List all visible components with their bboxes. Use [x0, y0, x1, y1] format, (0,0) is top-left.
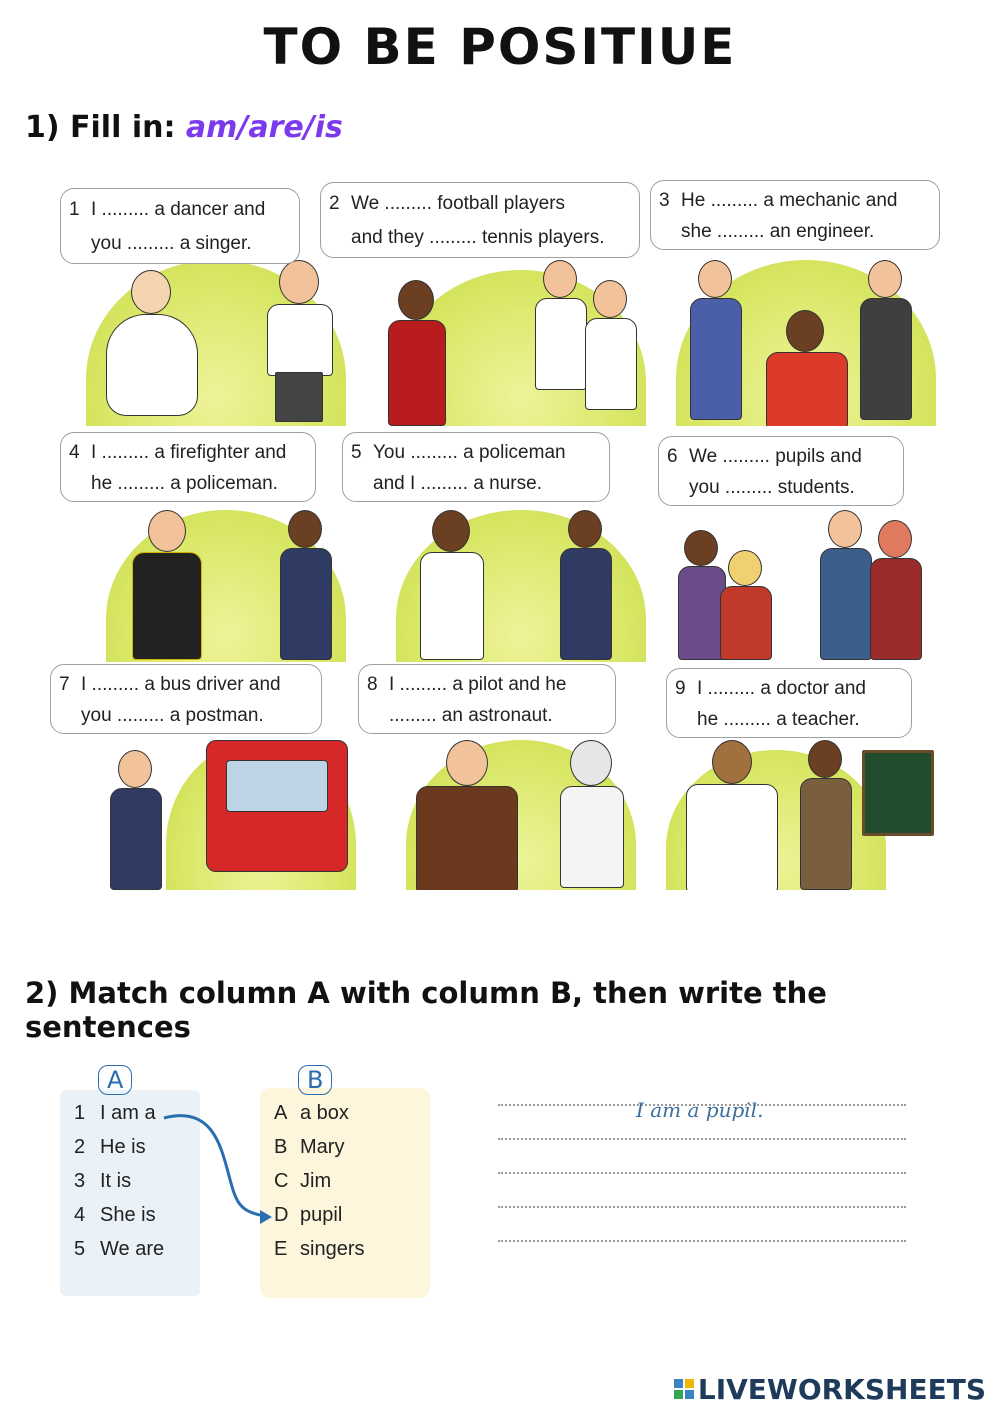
speech-bubble-6 — [658, 436, 904, 506]
speech-bubble-3 — [650, 180, 940, 250]
panel-number: 8 — [367, 674, 378, 695]
panel-line: We ......... football players — [351, 193, 566, 214]
panel-number: 5 — [351, 442, 362, 463]
scene-1 — [66, 240, 356, 426]
match-arrow — [40, 1052, 420, 1292]
scene-3 — [666, 240, 946, 426]
speech-bubble-7 — [50, 664, 322, 734]
brand-name: LIVEWORKSHEETS — [697, 1373, 986, 1406]
column-a-item: 5 We are — [74, 1238, 165, 1260]
column-b-item: E singers — [274, 1238, 365, 1260]
scene-5 — [366, 490, 656, 662]
matching-exercise — [40, 1052, 420, 1292]
answer-line[interactable] — [498, 1138, 906, 1140]
panel-line: she ......... an engineer. — [681, 221, 875, 242]
example-answer: I am a pupil. — [636, 1098, 764, 1122]
column-a-item: 1 I am a — [74, 1102, 156, 1124]
panel-line: We ......... pupils and — [689, 446, 862, 467]
panel-line: and I ......... a nurse. — [373, 473, 542, 494]
scene-9 — [666, 730, 946, 890]
column-a-item: 4 She is — [74, 1204, 156, 1226]
speech-bubble-1 — [60, 188, 300, 264]
answer-line[interactable] — [498, 1172, 906, 1174]
answer-line[interactable] — [498, 1098, 906, 1122]
panel-number: 4 — [69, 442, 80, 463]
section1-heading — [25, 110, 343, 145]
panel-line: I ......... a doctor and — [697, 678, 866, 699]
column-a-item: 3 It is — [74, 1170, 132, 1192]
panel-line: you ......... a singer. — [91, 233, 252, 254]
speech-bubble-9 — [666, 668, 912, 738]
panel-line: ......... an astronaut. — [389, 705, 553, 726]
scene-6 — [666, 500, 946, 662]
panel-line: You ......... a policeman — [373, 442, 566, 463]
column-b-item: C Jim — [274, 1170, 332, 1192]
panel-line: He ......... a mechanic and — [681, 190, 898, 211]
answer-line[interactable] — [498, 1240, 906, 1242]
section1-heading-prefix: 1) Fill in: — [25, 110, 186, 145]
liveworksheets-logo — [674, 1373, 986, 1406]
speech-bubble-5 — [342, 432, 610, 502]
panel-number: 6 — [667, 446, 678, 467]
panel-line: I ......... a bus driver and — [81, 674, 281, 695]
answer-line[interactable] — [498, 1206, 906, 1208]
speech-bubble-4 — [60, 432, 316, 502]
illustration-panel — [6, 180, 950, 912]
column-b-heading: B — [298, 1066, 332, 1094]
scene-2 — [366, 240, 656, 426]
speech-bubble-2 — [320, 182, 640, 258]
panel-line: I ......... a firefighter and — [91, 442, 287, 463]
scene-4 — [66, 490, 356, 662]
panel-line: you ......... a postman. — [81, 705, 264, 726]
panel-line: and they ......... tennis players. — [351, 227, 605, 248]
section1-heading-accent: am/are/is — [185, 110, 343, 145]
panel-number: 9 — [675, 678, 686, 699]
panel-line: I ......... a pilot and he — [389, 674, 567, 695]
column-a-item: 2 He is — [74, 1136, 146, 1158]
grid-icon — [674, 1379, 694, 1399]
speech-bubble-8 — [358, 664, 616, 734]
panel-number: 2 — [329, 193, 340, 214]
column-b-item: D pupil — [274, 1204, 343, 1226]
panel-number: 3 — [659, 190, 670, 211]
column-b-item: A a box — [274, 1102, 349, 1124]
column-b-item: B Mary — [274, 1136, 345, 1158]
panel-line: I ......... a dancer and — [91, 199, 266, 220]
panel-line: you ......... students. — [689, 477, 855, 498]
section2-heading: 2) Match column A with column B, then write the sentences — [25, 976, 827, 1044]
panel-number: 1 — [69, 199, 80, 220]
panel-line: he ......... a policeman. — [91, 473, 278, 494]
panel-line: he ......... a teacher. — [697, 709, 860, 730]
column-a-heading: A — [98, 1066, 132, 1094]
worksheet-title: TO BE POSITIUE — [263, 18, 737, 76]
panel-number: 7 — [59, 674, 70, 695]
scene-8 — [386, 730, 646, 890]
scene-7 — [96, 730, 356, 890]
